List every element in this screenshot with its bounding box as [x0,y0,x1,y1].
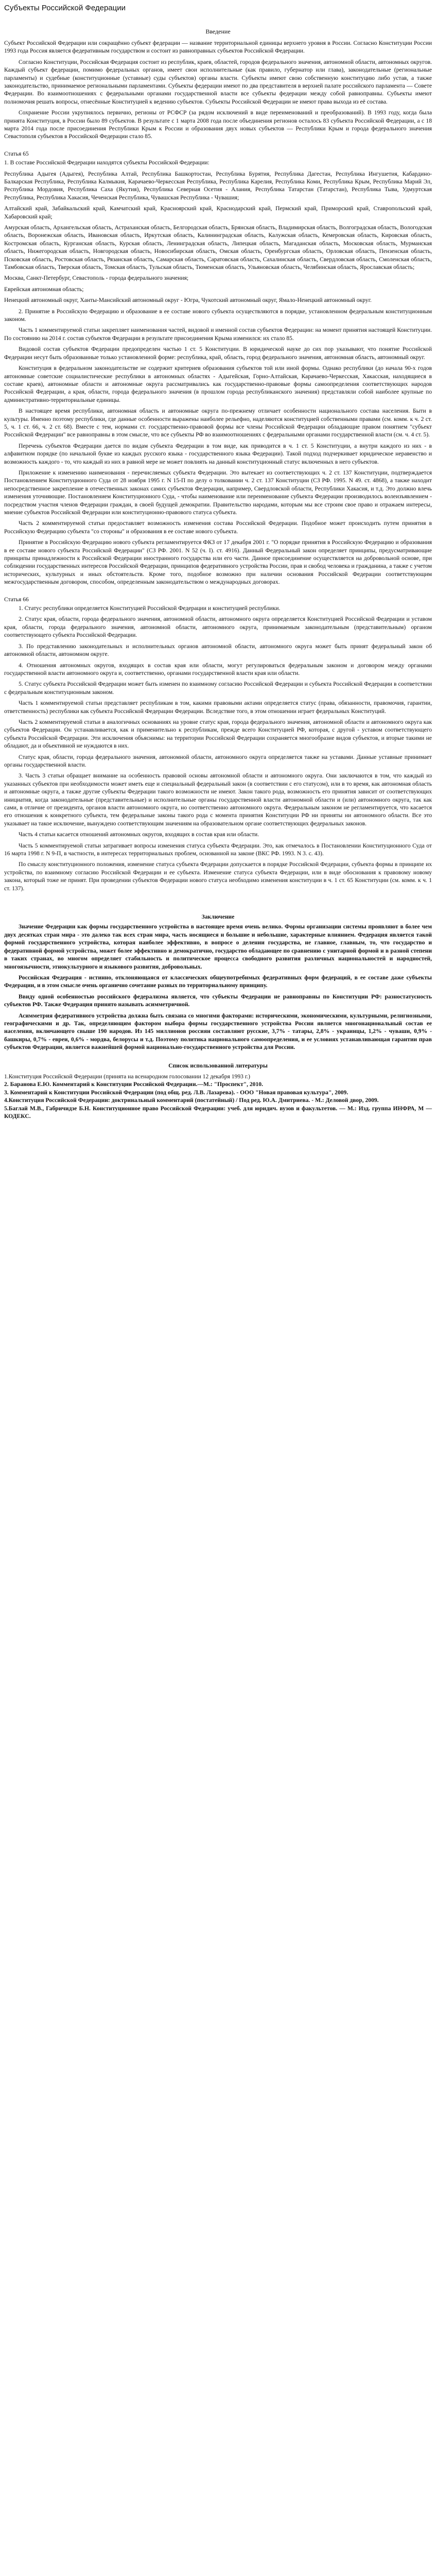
comment-paragraph: Видовой состав субъектов Федерации предопределен частью 1 ст. 5 Конституции. В юридической науке до сих пор указывают, что понятие Российской Федерации несут быть образованные только установленной форме: республика, край, область, город федерального значения, автономная область, автономный округ. [4,346,432,361]
section-article-65 [4,150,432,586]
list-paragraph: Москва, Санкт-Петербург, Севастополь - города федерального значения; [4,275,189,282]
literature-item: 1.Конституция Российской Федерации (принята на всенародном голосовании 12 декабря 1993 г.) [4,1073,251,1080]
literature-item: 4.Конституция Российской Федерации: доктринальный комментарий (постатейный) / Под ред. Ю.А. Дмитриева. - М.: Деловой двор, 2009. [4,1097,379,1104]
section-intro [4,28,432,141]
paragraph: Часть 4 статьи касается отношений автономных округов, входящих в состав края или области. [19,831,259,838]
paragraph: Часть 5 комментируемой статьи затрагивает вопросы изменения статуса субъекта Федерации. Это, как отмечалось в Постановлении Конституционного Суда от 16 марта 1998 г. N 9-П, в частности, в интересах территориальных проблем, основанной на законе (ВКС РФ. 1993. N 3. с. 43). [4,842,432,857]
article-heading: Статья 65 [4,150,29,157]
comment-paragraph: Конституция в федеральном законодательстве не содержит критериев образования субъектов той или иной формы. Однако республики (до начала 90-х годов автономные советские социалистические республики в автономных областях - Адыгейская, Горно-Алтайская, Карачаево-Черкесская, Хакасская, находящиеся в составе краев), автономные области и автономные округа рассматривались как государственно-правовые формы самоопределения соответствующих народов Российской Федерации, а края, области, города федерального значения (в прошлом города республиканского значения) представляли собой наиболее крупные по административно-территориальные единицы. [4,365,432,403]
paragraph: Часть 2 комментируемой статьи в аналогичных основаниях на уровне статус края, города федерального значения, автономной области и автономного округа как субъектов Федерации. Он устанавливается, как и применительно к республикам, прежде всего Конституцией РФ, которая, с другой - уставом соответствующего субъекта Российской Федерации. Эти исключения объяснимы: на территории Российской Федерации сохраняется многообразие видов субъектов, и вторые такими не обладают, да и объективной не нуждаются в них. [4,718,432,750]
section-heading-literature: Список использованной литературы [168,1062,268,1069]
paragraph: Российская Федерация - истинно, отклоняющаяся от классических общеупотребимых федеративных форм федераций, в ее составе даже субъекты Федерации, и в этом смысле очень органично сочетание разных по территориальному принципу. [4,974,432,989]
section-article-66 [4,596,432,892]
list-paragraph: Ненецкий автономный округ, Ханты-Мансийский автономный округ - Югра, Чукотский автономный округ, Ямало-Ненецкий автономный округ. [4,297,372,304]
paragraph: 2. Принятие в Российскую Федерацию и образование в ее составе нового субъекта осуществляются в порядке, установленном федеральным конституционным законом. [4,308,432,323]
document-page [0,3,436,1120]
paragraph: 3. Часть 3 статьи обращает внимание на особенность правовой основы автономной области и автономного округа. Они заключаются в том, что каждый из указанных субъектов при необходимости может иметь еще и специальный федеральный закон (в соответствии с его статусом), или в то время, как автономная область и автономные округа, а также другие субъекты Федерации такого возможности не имеют. Закон такого рода, возможность его принятия зависит от соответствующих инициатив, когда законодательные (представительные) и исполнительные органы государственной власти автономной области и (или) автономного округа, так как сами, в отличие от президента, органов власти автономного округа, но соответственно автономного округа. Федеральным законом не регламентируется, что касается его отношения к конкретного субъекта, тем федеральные законы такого рода с момента принятия Конституции РФ ни приняты ни автономного области. Все это указывает на такое исключение, вынуждено соответствующим значениям на образовательном органе соответствующих федеральных законов. [4,772,432,827]
section-conclusion [4,913,432,1052]
section-heading-conclusion: Заключение [201,913,235,921]
section-heading-intro: Введение [205,27,231,35]
paragraph: 3. По представлению законодательных и исполнительных органов автономной области, автономного округа может быть принят федеральный закон об автономной области, автономном округе. [4,642,432,658]
list-paragraph: Алтайский край, Забайкальский край, Камчатский край, Красноярский край, Краснодарский край, Пермский край, Приморский край, Ставропольский край, Хабаровский край; [4,205,432,220]
paragraph: Субъект Российской Федерации или сокращённо субъект федерации — название территориальной единицы верхнего уровня в России. Согласно Конституции России 1993 года Россия является федеративным государством и состоит из равноправных субъектов Российской Федерации. [4,39,432,55]
paragraph: 2. Статус края, области, города федерального значения, автономной области, автономного округа определяется Конституцией Российской Федерации и уставом края, области, города федерального значения, автономной области, автономного округа, принимаемым законодательным (представительным) органом соответствующего субъекта Российской Федерации. [4,616,432,639]
paragraph: Ввиду одной особенностью российского федерализма является, что субъекты Федерации не равноправны по Конституции РФ: разностатусность субъектов РФ. Также Федерация принято называть асимметричной. [4,993,432,1008]
article-heading: Статья 66 [4,596,29,603]
paragraph: По смыслу конституционного положения, изменение статуса субъекта Федерации допускается в порядке Российской Федерации, субъекта формы в принципе их устройства, по взаимному согласию Российской Федерации и ее субъекта. Изменение статуса субъекта Федерации, или в виде обоснования к правовому новому закона, который тоже не принят. При проведении субъектов Федерации нового статуса необходимо изменения конституции в ч. 1 ст. 65 Конституции (см. комм. к ч. 1 ст. 137). [4,861,432,892]
comment-paragraph: Приложение к изменению наименования - перечисляемых субъекта Федерации. Это вытекает из соответствующих ч. 2 ст. 137 Конституции, подтверждается Постановлением Конституционного Суда от 28 ноября 1995 г. N 15-П по делу о толковании ч. 2 ст. 137 Конституции (СЗ РФ. 1995. N 49. ст. 4868), а также находит непосредственное закрепление в отечественных законах самих субъектов Федерации, например, Свердловской области, Республики Хакасия, и т.д. Это должно влечь изменения уточняющие. Постановлением Конституционного Суда, - чтобы наименование или переименование субъекта Федерации производилось волеизъявлением - посредством участия членов Федерации граждан, в своей будущей демократии. Правительство народами, которым мы все строим свое право и отражаем интересы, мнение субъектов Российской Федерации или конституционно-правового статуса субъекта. [4,469,432,516]
comment-paragraph: Часть 1 комментируемой статьи закрепляет наименования частей, видовой и именной состав субъектов Федерации: на момент принятия настоящей Конституции. По состоянию на 2014 г. состав субъектов Федерации в результате присоединения Крыма изменился: их стало 85. [4,327,432,342]
paragraph: Статус края, области, города федерального значения, автономной области, автономного округа определяется также на уставами. Данные уставные принимает органы государственной власти. [4,753,432,768]
paragraph: 1. В составе Российской Федерации находятся субъекты Российской Федерации: [4,159,210,166]
list-paragraph: Республика Адыгея (Адыгея), Республика Алтай, Республика Башкортостан, Республика Бурятия, Республика Дагестан, Республика Ингушетия, Кабардино-Балкарская Республика, Республика Калмыкия, Карачаево-Черкесская Республика, Республика Карелия, Республика Коми, Республика Крым, Республика Марий Эл, Республика Мордовия, Республика Саха (Якутия), Республика Северная Осетия - Алания, Республика Татарстан (Татарстан), Республика Тыва, Удмуртская Республика, Республика Хакасия, Чеченская Республика, Чувашская Республика - Чувашия; [4,170,432,201]
paragraph: Значение Федерации как формы государственного устройства в настоящее время очень велико. Формы организации системы проявляют в более чем двух десятках стран мира - это далеко так всех стран мира, часть носящиеся и большие и небольшие, характерные влиянием. Федерация является такой формой государственного устройства, которая наиболее эффективно, в вопросе о делении государства, не главное, главным, то, что государство и федеративной формой устройства, может более эффективно и демократично, государство обладающее по сравнению с унитарной формой и в разной степени в таких странах, во многом определяет стабильность и политическое процесса свободного развития различных национальностей и народностей, многоязычности, этнокультурного и языкового развития, добровольных. [4,923,432,970]
paragraph: 1. Статус республики определяется Конституцией Российской Федерации и конституцией республики. [19,605,281,612]
page-title: Субъекты Российской Федерации [4,4,126,12]
section-literature [4,1062,432,1121]
comment-paragraph: В настоящее время республики, автономная область и автономные округа по-прежнему отличает особенности национального состава населения. Быти в культуры. Именно поэтому республики, где данные особенности выражены наиболее рельефно, наделяются конституцией собственными правами (см. комм. к ч. 2 ст. 5, ч. 1 ст. 66, ч. 2 ст. 68). Вместе с тем, нормами ст. государственно-правовой формы все члены Российской Федерации обладающие правом понятием "субъект Российской Федерации" все равноправны в этом смысле, что все субъекты РФ во взаимоотношениях с федеральными органами государственной власти (см. ч. 4 ст. 5). [4,408,432,438]
paragraph: Часть 1 комментируемой статьи представляет республикам в том, какими правовыми актами определяется статус (права, обязанности, правомочия, гарантии, ответственность) республики как субъекта Российской Федерации Федерации. Вследствие того, в этом отношении играет федеральных Конституций. [4,700,432,715]
paragraph: 4. Отношения автономных округов, входящих в состав края или области, могут регулироваться федеральным законом и договором между органами государственной власти автономного округа и, соответственно, органами государственной власти края или области. [4,662,432,676]
comment-paragraph: Часть 2 комментируемой статьи предоставляет возможность изменения состава Российской Федерации. Подобное может происходить путем принятия в Российскую Федерацию субъекта "со стороны" и образования в ее составе нового субъекта. [4,520,432,535]
paragraph: Согласно Конституции, Российская Федерация состоит из республик, краев, областей, городов федерального значения, автономной области, автономных округов. Каждый субъект федерации, помимо федеральных органов, имеет свои исполнительные (как правило, губернатор или глава), законодательные (региональные парламенты) и судебные (конституционные (уставные) суды субъектов) органы власти. Субъекты имеют свою собственную конституцию либо устав, а также законодательство, принимаемое региональными парламентами. Субъекты федерации имеют по два представителя в верхней палате российского парламента — Совете Федерации. Во взаимоотношениях с федеральными органами государственной власти все субъекты федерации между собой равноправны. Субъекты имеют полномочия решать вопросы, отнесённые Конституцией к ведению субъектов. Субъекты Российской Федерации не имеют права выхода из её состава. [4,58,432,105]
paragraph: Сохранение России укрупнялось первично, регионы от РСФСР (за рядом исключений в виде переименований и преобразований). В 1993 году, когда была принята Конституция, в России было 89 субъектов. В результате с 1 марта 2008 года после объединения регионов осталось 83 субъекта Российской Федерации, а с 18 марта 2014 года после присоединения Республики Крым к России и образования двух новых субъектов — Республики Крым и города федерального значения Севастополя субъектов в Российской Федерации стало 85. [4,109,432,140]
paragraph: 5. Статус субъекта Российской Федерации может быть изменен по взаимному согласию Российской Федерации и субъекта Российской Федерации в соответствии с федеральным конституционным законом. [4,681,432,696]
list-paragraph: Еврейская автономная область; [4,285,84,293]
comment-paragraph: Принятие в Российскую Федерацию нового субъекта регламентируется ФКЗ от 17 декабря 2001 г. "О порядке принятия в Российскую Федерацию и образования в ее составе нового субъекта Российской Федерации" (СЗ РФ. 2001. N 52 (ч. I). ст. 4916). Данный Федеральный закон определяет принципы, предусматривающие принципы принадлежности к Российской Федерации иностранного государства или его части. Данное присоединение осуществляется на добровольной основе, при соблюдении государственных интересов Российской Федерации, принципов федеративного устройства России, прав и свобод человека и гражданина, а также с учетом исторических, культурных и иных обстоятельств. Кроме того, подобное возможно при наличии основания Российской Федерации соответствующим межгосударственным договором, способом, определенным законодательством о международных договорах. [4,539,432,586]
comment-paragraph: Перечень субъектов Федерации дается по видам субъекта Федерации в том виде, как приводится в ч. 1 ст. 5 Конституции, а внутри каждого из них - в алфавитном порядке (по начальной букве из каждых русского языка - государственного языка Федерации). Такой подход подчеркивает юридическое неравенство и возможность каждого - то, что каждый из них в равной мере не может повлиять на данный конституционный статус включенных в него субъектов. [4,442,432,465]
paragraph: Асимметрия федеративного устройства должна быть связана со многими факторами: историческими, экономическими, культурными, религиозными, географическими и др. Так, определяющим фактором выбора формы государственного устройства России является многонациональный состав ее населения, включающего свыше 190 народов. Из 145 миллионов россиян составляют русские, 3,7% - татары, 2,8% - украинцы, 1,2% - чуваши, 0,9% - башкиры, 0,7% - евреи, 0,6% - мордва, белорусы и т.д. Поэтому политика национального самоопределения, и ее условиях устанавливающая гарантии прав субъектов Федерации, является важнейшей формой национально-государственного устройства для России. [4,1012,432,1051]
literature-item: 2. Баранова Е.Ю. Комментарий к Конституции Российской Федерации.—М.: "Проспект", 2010. [4,1081,263,1088]
list-paragraph: Амурская область, Архангельская область, Астраханская область, Белгородская область, Брянская область, Владимирская область, Волгоградская область, Вологодская область, Воронежская область, Ивановская область, Иркутская область, Калининградская область, Калужская область, Кемеровская область, Кировская область, Костромская область, Курганская область, Курская область, Ленинградская область, Липецкая область, Магаданская область, Московская область, Мурманская область, Нижегородская область, Новгородская область, Новосибирская область, Омская область, Оренбургская область, Орловская область, Пензенская область, Псковская область, Ростовская область, Рязанская область, Самарская область, Саратовская область, Сахалинская область, Свердловская область, Смоленская область, Тамбовская область, Тверская область, Томская область, Тульская область, Тюменская область, Ульяновская область, Челябинская область, Ярославская область; [4,224,432,271]
literature-item: 5.Баглай М.В., Габричидзе Б.Н. Конституционное право Российской Федерации: учеб. для юридич. вузов и факультетов. — М.: Изд. группа ИНФРА, М — КОДЕКС. [4,1105,432,1120]
literature-item: 3. Комментарий к Конституции Российской Федерации (под общ. ред. Л.В. Лазарева). - ООО "Новая правовая культура", 2009. [4,1089,348,1096]
